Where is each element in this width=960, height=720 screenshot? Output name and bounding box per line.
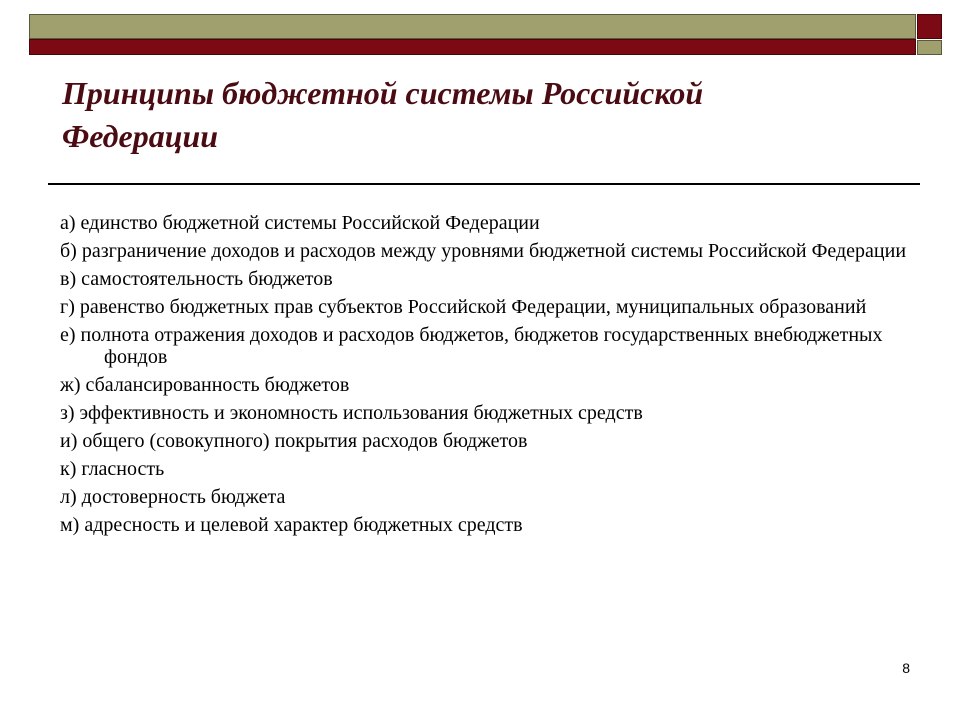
list-item: в) самостоятельность бюджетов xyxy=(60,268,333,290)
list-item: з) эффективность и экономность использования бюджетных средств xyxy=(60,402,643,424)
list-item: а) единство бюджетной системы Российской Федерации xyxy=(60,212,540,234)
corner-square-maroon xyxy=(917,14,942,39)
slide-title: Принципы бюджетной системы Российской Федерации xyxy=(62,75,704,154)
header-banner-olive xyxy=(29,14,916,39)
title-divider xyxy=(48,183,920,185)
list-item: ж) сбалансированность бюджетов xyxy=(60,374,350,396)
list-item: е) полнота отражения доходов и расходов бюджетов, бюджетов государственных внебюджетных фондов xyxy=(60,324,883,368)
list-item: и) общего (совокупного) покрытия расходов бюджетов xyxy=(60,430,528,452)
list-item: м) адресность и целевой характер бюджетных средств xyxy=(60,514,523,536)
corner-square-olive xyxy=(917,40,942,55)
principles-list xyxy=(60,212,920,542)
header-banner-maroon xyxy=(29,39,916,55)
list-item: б) разграничение доходов и расходов между уровнями бюджетной системы Российской Федерации xyxy=(60,240,907,262)
list-item: л) достоверность бюджета xyxy=(60,486,286,508)
list-item: г) равенство бюджетных прав субъектов Российской Федерации, муниципальных образований xyxy=(60,296,867,318)
list-item: к) гласность xyxy=(60,458,165,480)
page-number: 8 xyxy=(902,660,910,676)
